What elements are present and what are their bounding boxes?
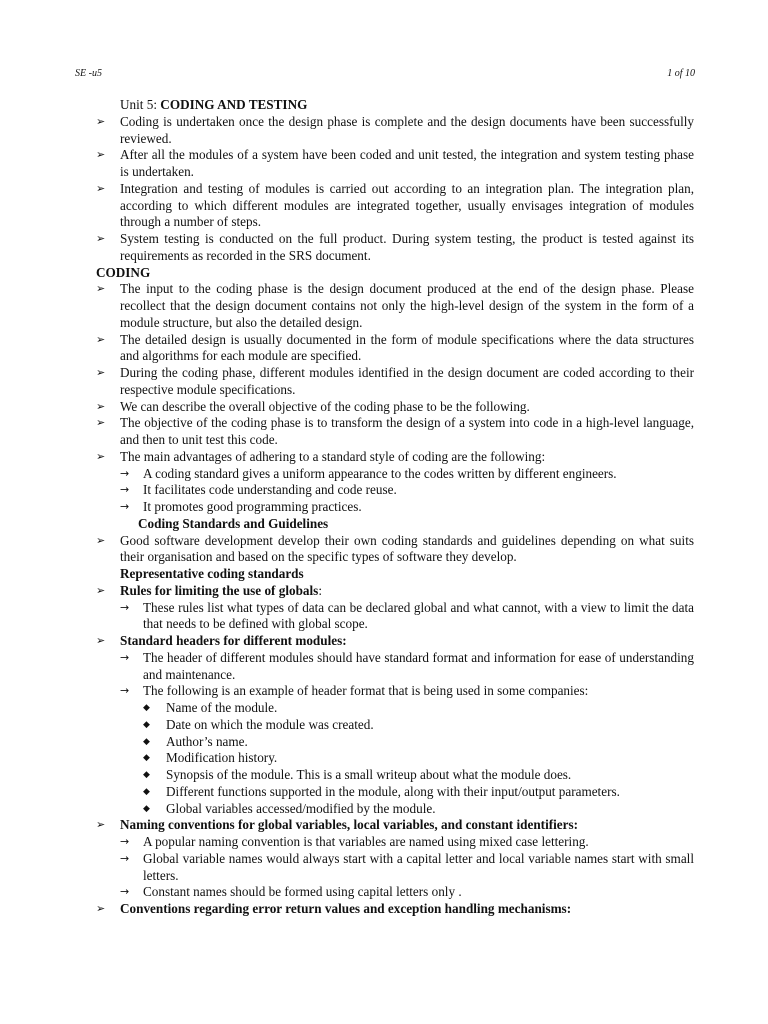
bullet-arrow-icon: ➢ [96, 282, 106, 296]
sub-list-item: → A coding standard gives a uniform appearance to the codes written by different engineers. [120, 465, 617, 481]
sub-list-item: → It promotes good programming practices. [120, 499, 362, 514]
bullet-arrow-icon: ➢ [96, 332, 106, 346]
header-field-item: ◆ Synopsis of the module. This is a small writeup about what the module does. [143, 767, 572, 782]
diamond-icon: ◆ [143, 786, 150, 797]
bullet-arrow-icon: ➢ [96, 449, 106, 463]
unit-prefix: Unit 5: [120, 97, 161, 112]
bullet-arrow-icon: ➢ [96, 533, 106, 547]
headers-title: Standard headers for different modules: [120, 633, 347, 648]
naming-title: Naming conventions for global variables, local variables, and constant identifiers: [120, 817, 579, 833]
sub-list-item: → These rules list what types of data can be declared global and what cannot, with a view to limit the data that needs to be defined with global scope. [120, 599, 694, 632]
list-item [96, 633, 694, 650]
bullet-arrow-icon: ➢ [96, 181, 106, 195]
section-heading-coding-standards: Coding Standards and Guidelines [138, 515, 329, 531]
bullet-arrow-icon: ➢ [96, 818, 106, 832]
list-item: ➢ Good software development develop their own coding standards and guidelines depending on what suits their organisation and based on the specific types of software they develop. [96, 532, 694, 565]
sub-list-item: → It facilitates code understanding and code reuse. [120, 482, 397, 498]
page-number: 1 of 10 [667, 68, 695, 79]
sub-list-item: → The header of different modules should have standard format and information for ease of understanding and maintenance. [120, 649, 694, 682]
list-item: ➢ The main advantages of adhering to a standard style of coding are the following: [96, 448, 546, 464]
header-field-item: ◆ Different functions supported in the module, along with their input/output parameters. [143, 783, 620, 799]
sub-list-item: → Constant names should be formed using capital letters only . [120, 884, 462, 900]
header-field-item: ◆ Date on which the module was created. [143, 716, 374, 732]
list-item [96, 901, 694, 918]
right-arrow-icon: → [120, 684, 130, 698]
diamond-icon: ◆ [143, 719, 150, 730]
unit-title [96, 97, 694, 114]
section-heading-representative: Representative coding standards [120, 566, 304, 581]
diamond-icon: ◆ [143, 803, 150, 814]
globals-title: Rules for limiting the use of globals [120, 582, 319, 598]
header-field-item: ◆ Modification history. [143, 750, 278, 766]
list-item: ➢ The input to the coding phase is the design document produced at the end of the design phase. Please recollect that the design document contains not only the high-level design of the system in the form of a module structure, but also the detailed design. [96, 281, 694, 330]
bullet-arrow-icon: ➢ [96, 583, 106, 597]
list-item: ➢ System testing is conducted on the full product. During system testing, the product is tested against its requirements as recorded in the SRS document. [96, 231, 694, 263]
right-arrow-icon: → [120, 466, 130, 480]
bullet-arrow-icon: ➢ [96, 366, 106, 379]
right-arrow-icon: → [120, 500, 130, 513]
diamond-icon: ◆ [143, 703, 150, 713]
list-item: ➢ After all the modules of a system have been coded and unit tested, the integration and system testing phase is undertaken. [96, 147, 694, 179]
list-item: ➢ Coding is undertaken once the design phase is complete and the design documents have been successfully reviewed. [96, 113, 694, 146]
sub-list-item: → A popular naming convention is that variables are named using mixed case lettering. [120, 834, 589, 849]
unit-heading: CODING AND TESTING [160, 97, 308, 112]
list-item: ➢ We can describe the overall objective of the coding phase to be the following. [96, 398, 530, 414]
error-title: Conventions regarding error return values and exception handling mechanisms: [120, 901, 572, 916]
diamond-icon: ◆ [143, 770, 150, 780]
bullet-arrow-icon: ➢ [96, 416, 106, 430]
list-item: ➢ Integration and testing of modules is carried out according to an integration plan. The integration plan, according to which different modules are integrated together, usually envisages integration of modules through a number of steps. [96, 180, 694, 230]
right-arrow-icon: → [120, 835, 130, 848]
bullet-arrow-icon: ➢ [96, 148, 106, 162]
section-heading-coding: CODING [96, 264, 151, 280]
bullet-arrow-icon: ➢ [96, 114, 106, 128]
header-field-item: ◆ Global variables accessed/modified by the module. [143, 800, 436, 816]
bullet-arrow-icon: ➢ [96, 232, 106, 245]
right-arrow-icon: → [120, 650, 130, 664]
right-arrow-icon: → [120, 851, 130, 865]
sub-list-item: → Global variable names would always start with a capital letter and local variable names start with small letters. [120, 850, 694, 883]
header-field-item: ◆ Author’s name. [143, 733, 248, 749]
bullet-arrow-icon: ➢ [96, 902, 106, 915]
list-item: ➢ During the coding phase, different modules identified in the design document are coded according to their respective module specifications. [96, 365, 694, 397]
diamond-icon: ◆ [143, 753, 150, 764]
header-field-item: ◆ Name of the module. [143, 700, 278, 715]
list-item: ➢ Rules for limiting the use of globals: [96, 582, 322, 598]
header-left: SE -u5 [75, 68, 102, 79]
right-arrow-icon: → [120, 885, 130, 899]
list-item [96, 817, 694, 834]
sub-list-item: → The following is an example of header format that is being used in some companies: [120, 683, 589, 699]
document-body [96, 97, 694, 918]
diamond-icon: ◆ [143, 736, 150, 747]
list-item: ➢ The objective of the coding phase is to transform the design of a system into code in a high-level language, and then to unit test this code. [96, 415, 694, 447]
bullet-arrow-icon: ➢ [96, 634, 106, 647]
bullet-arrow-icon: ➢ [96, 399, 106, 413]
right-arrow-icon: → [120, 600, 130, 614]
list-item: ➢ The detailed design is usually documented in the form of module specifications where the data structures and algorithms for each module are specified. [96, 331, 694, 364]
right-arrow-icon: → [120, 483, 130, 497]
